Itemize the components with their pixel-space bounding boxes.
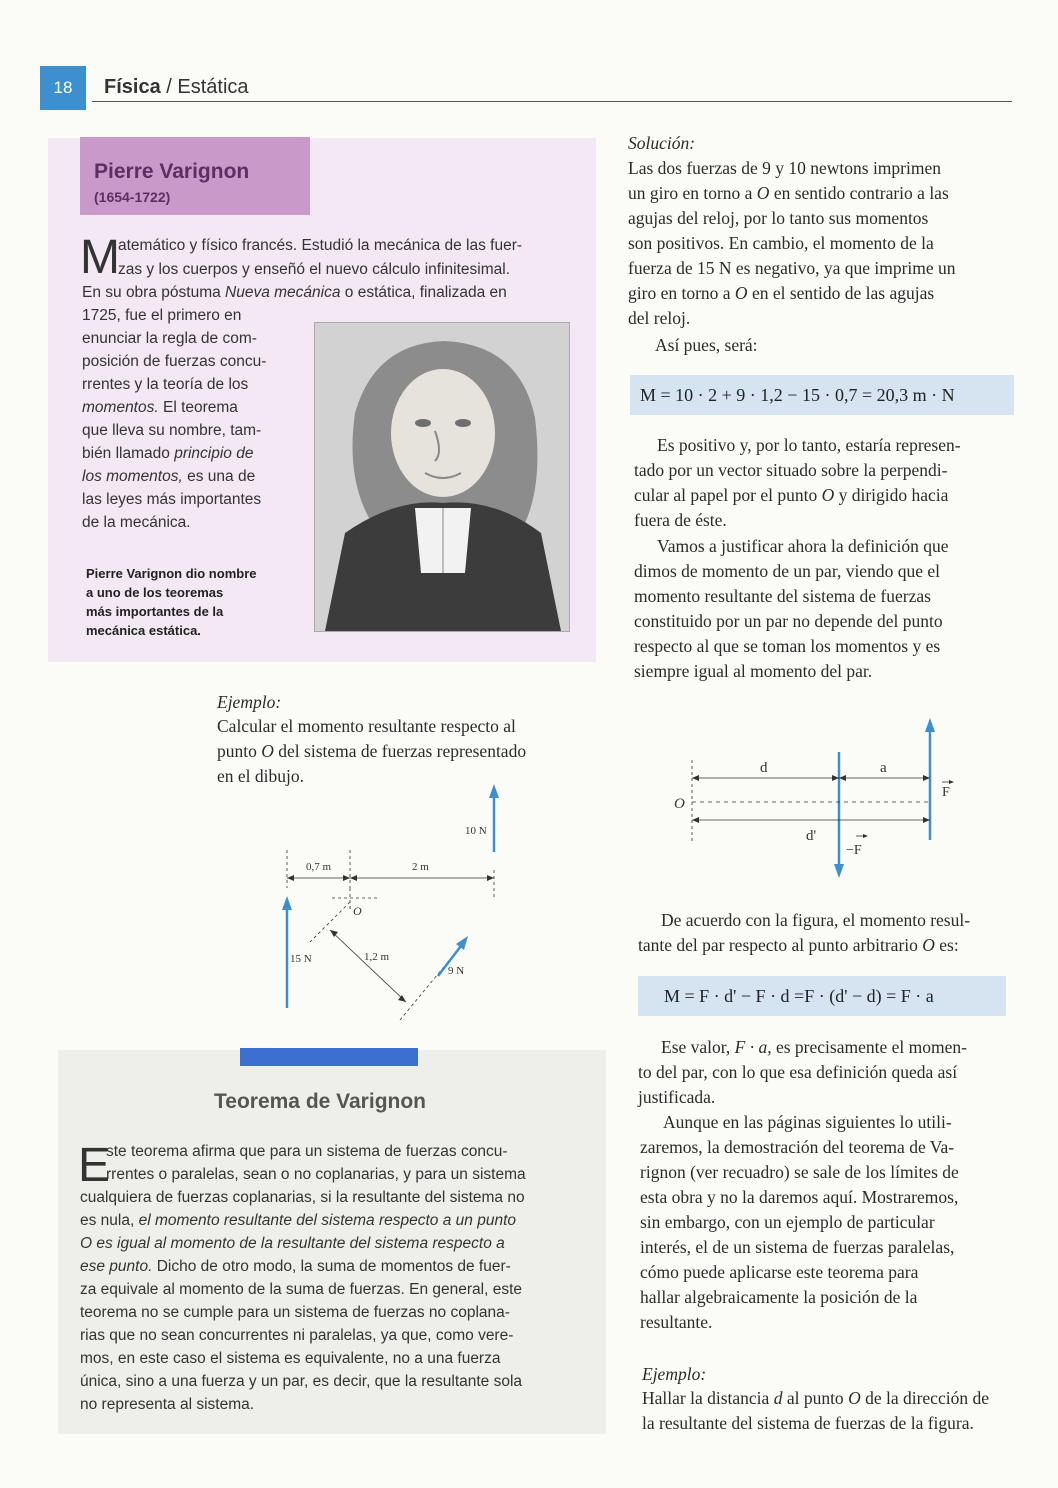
label-12m: 1,2 m [364, 951, 390, 963]
bio-line-1: atemático y físico francés. Estudió la mecánica de las fuer- [118, 237, 523, 254]
force-15n-arrowhead [282, 896, 292, 910]
p3-line-6: interés, el de un sistema de fuerzas paralelas, [640, 1237, 955, 1257]
header-section: Física [104, 76, 161, 98]
force-f-arrowhead [925, 718, 935, 732]
solution-line-4: son positivos. En cambio, el momento de la [628, 233, 934, 253]
portrait-image [314, 322, 570, 632]
force-10n-arrowhead [489, 784, 499, 798]
p2-line-1: Ese valor, F · a, es precisamente el momen- [661, 1037, 967, 1057]
bio-dates: (1654-1722) [94, 189, 171, 205]
bio-line-6: posición de fuerzas concu- [82, 353, 267, 370]
p3-line-5: sin embargo, con un ejemplo de particular [640, 1212, 935, 1232]
example1-line-2: punto O del sistema de fuerzas representado [217, 741, 527, 761]
theorem-line-12: no representa al sistema. [80, 1396, 255, 1413]
label-o: O [353, 904, 362, 918]
p3-line-1: Aunque en las páginas siguientes lo utili- [663, 1112, 952, 1132]
theorem-line-7: za equivale al momento de la suma de fuerzas. En general, este [80, 1281, 523, 1298]
solution-line-7: del reloj. [628, 308, 691, 328]
example1-line-3: en el dibujo. [217, 766, 304, 786]
label-9n: 9 N [448, 965, 465, 977]
label-negF: −F [846, 843, 862, 858]
formula-2: M = F · d' − F · d =F · (d' − d) = F · a [638, 976, 1006, 1016]
bio-line-8: momentos. El teorema [82, 399, 238, 416]
solution-line-1: Las dos fuerzas de 9 y 10 newtons imprimen [628, 158, 941, 178]
after-fig-line-2: tante del par respecto al punto arbitrario O es: [638, 935, 959, 955]
p3-line-3: rignon (ver recuadro) se sale de los límites de [640, 1162, 959, 1182]
bio-line-13: de la mecánica. [82, 514, 191, 531]
theorem-line-11: única, sino a una fuerza y un par, es decir, que la resultante sola [80, 1373, 523, 1390]
label-15n: 15 N [290, 953, 312, 965]
label-d: d [760, 760, 768, 776]
force-negf-arrowhead [834, 864, 844, 878]
theorem-line-4: es nula, el momento resultante del sistema respecto a un punto [80, 1212, 516, 1229]
forces-diagram [270, 780, 510, 1030]
header-subsection: / Estática [160, 76, 249, 98]
example1-line-1: Calcular el momento resultante respecto al [217, 716, 516, 736]
page-number: 18 [40, 66, 86, 110]
force-9n-arrowhead [456, 936, 468, 950]
solution-asi: Así pues, será: [655, 335, 758, 355]
p3-line-2: zaremos, la demostración del teorema de Va- [640, 1137, 955, 1157]
solution-heading: Solución: [628, 133, 696, 153]
bio-line-2: zas y los cuerpos y enseñó el nuevo cálculo infinitesimal. [118, 261, 511, 278]
para2-line-4: fuera de éste. [634, 510, 727, 530]
bio-name: Pierre Varignon [94, 160, 250, 183]
theorem-dropcap: E [78, 1139, 111, 1192]
bio-line-7: rrentes y la teoría de los [82, 376, 249, 393]
after-fig-line-1: De acuerdo con la figura, el momento resul- [661, 910, 971, 930]
para2-line-1: Es positivo y, por lo tanto, estaría represen- [657, 435, 961, 455]
label-dprime: d' [806, 828, 817, 844]
running-header [104, 76, 249, 99]
theorem-line-2: rrentes o paralelas, sean o no coplanarias, y para un sistema [106, 1166, 526, 1183]
portrait-engraving [315, 323, 569, 631]
solution-line-6: giro en torno a O en el sentido de las agujas [628, 283, 935, 303]
theorem-line-8: teorema no se cumple para un sistema de fuerzas no coplana- [80, 1304, 510, 1321]
portrait-caption: Pierre Varignon dio nombre a uno de los teoremas más importantes de la mecánica estática. [86, 566, 257, 638]
theorem-line-10: mos, en este caso el sistema es equivalente, no a una fuerza [80, 1350, 501, 1367]
p2-line-2: to del par, con lo que esa definición queda así [638, 1062, 958, 1082]
example1-heading: Ejemplo: [217, 692, 282, 712]
bio-line-5: enunciar la regla de com- [82, 330, 257, 347]
couple-diagram [668, 712, 968, 882]
formula-1: M = 10 · 2 + 9 · 1,2 − 15 · 0,7 = 20,3 m · N [630, 375, 1014, 415]
para3-line-1: Vamos a justificar ahora la definición que [657, 536, 949, 556]
theorem-line-1: ste teorema afirma que para un sistema de fuerzas concu- [106, 1143, 508, 1160]
p3-line-9: resultante. [640, 1312, 713, 1332]
para3-line-3: momento resultante del sistema de fuerzas [634, 586, 931, 606]
label-07m: 0,7 m [306, 861, 332, 873]
bio-dropcap: M [80, 231, 120, 284]
label-a: a [880, 760, 887, 776]
para3-line-5: respecto al que se toman los momentos y es [634, 636, 941, 656]
solution-line-5: fuerza de 15 N es negativo, ya que imprime un [628, 258, 956, 278]
para3-line-4: constituido por un par no depende del punto [634, 611, 943, 631]
theorem-line-6: ese punto. Dicho de otro modo, la suma de momentos de fuer- [80, 1258, 511, 1275]
bio-line-12: las leyes más importantes [82, 491, 262, 508]
theorem-line-5: O es igual al momento de la resultante del sistema respecto a [80, 1235, 505, 1252]
para3-line-2: dimos de momento de un par, viendo que el [634, 561, 940, 581]
p3-line-4: esta obra y no la daremos aquí. Mostraremos, [640, 1187, 959, 1207]
theorem-line-3: cualquiera de fuerzas coplanarias, si la resultante del sistema no [80, 1189, 525, 1206]
label-O: O [674, 796, 685, 812]
bio-line-3: En su obra póstuma Nueva mecánica o estática, finalizada en [82, 284, 507, 301]
theorem-accent-bar [240, 1048, 418, 1066]
bio-line-11: los momentos, es una de [82, 468, 256, 485]
solution-line-2: un giro en torno a O en sentido contrario a las [628, 183, 949, 203]
theorem-line-9: rias que no sean concurrentes ni paralelas, ya que, como vere- [80, 1327, 514, 1344]
bio-line-10: bién llamado principio de [82, 445, 254, 462]
para2-line-2: tado por un vector situado sobre la perpendi- [634, 460, 948, 480]
header-rule [92, 101, 1012, 102]
label-F: F [942, 785, 950, 800]
label-2m: 2 m [412, 861, 429, 873]
label-10n: 10 N [465, 825, 487, 837]
p3-line-7: cómo puede aplicarse este teorema para [640, 1262, 919, 1282]
example2-line-1: Hallar la distancia d al punto O de la dirección de [642, 1388, 989, 1408]
para2-line-3: cular al papel por el punto O y dirigido hacia [634, 485, 949, 505]
theorem-title: Teorema de Varignon [214, 1090, 426, 1113]
p2-line-3: justificada. [638, 1087, 716, 1107]
p3-line-8: hallar algebraicamente la posición de la [640, 1287, 918, 1307]
bio-line-4: 1725, fue el primero en [82, 307, 242, 324]
example2-line-2: la resultante del sistema de fuerzas de la figura. [642, 1413, 974, 1433]
example2-heading: Ejemplo: [642, 1364, 707, 1384]
bio-line-9: que lleva su nombre, tam- [82, 422, 262, 439]
para3-line-6: siempre igual al momento del par. [634, 661, 873, 681]
solution-line-3: agujas del reloj, por lo tanto sus momentos [628, 208, 929, 228]
